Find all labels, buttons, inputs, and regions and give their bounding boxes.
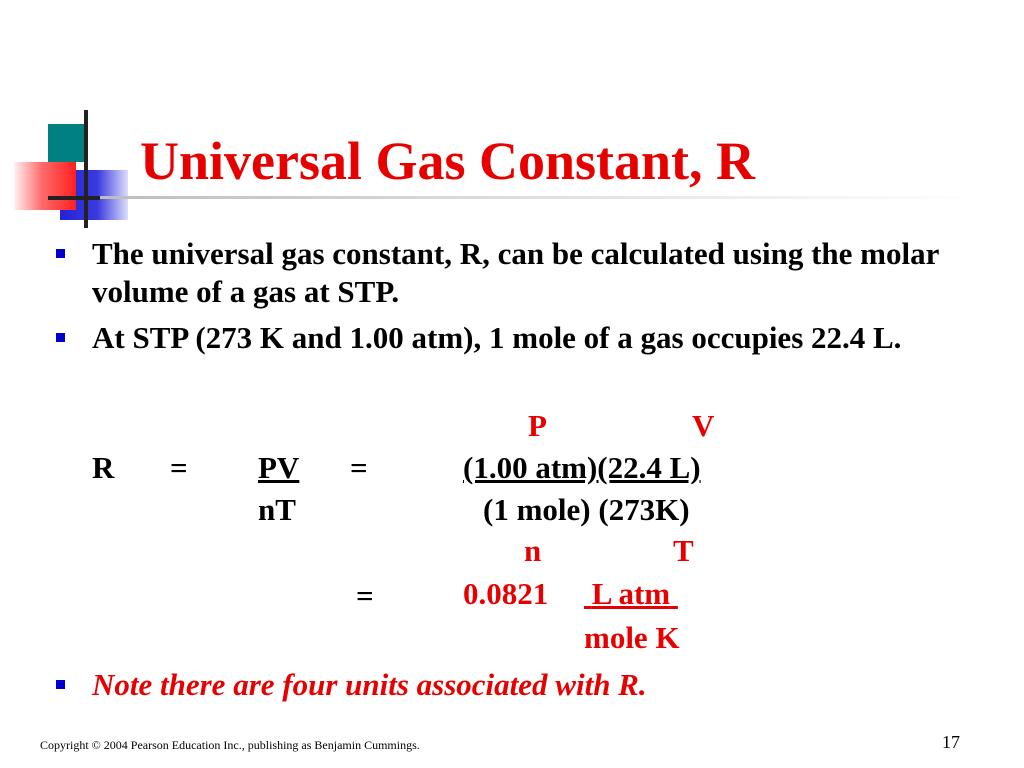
equation-r: R: [92, 450, 115, 485]
note-bullet: [56, 666, 992, 704]
red-square: [14, 162, 76, 210]
page-number: 17: [942, 732, 960, 752]
label-t: T: [673, 533, 694, 568]
bullet-marker-icon: [56, 333, 65, 342]
equation-numerator: (1.00 atm)(22.4 L): [463, 450, 701, 485]
vertical-rule: [84, 110, 88, 228]
r-unit-numerator: [584, 576, 678, 612]
equals-sign: =: [170, 450, 188, 485]
note-text: Note there are four units associated with R.: [92, 667, 647, 702]
equals-sign: =: [356, 578, 374, 613]
horizontal-rule: [48, 196, 100, 200]
bullet-text: The universal gas constant, R, can be calculated using the molar volume of a gas at STP.: [92, 236, 939, 309]
bullet-item: [56, 235, 956, 311]
equals-sign: =: [350, 450, 368, 485]
r-unit-denominator: mole K: [584, 620, 680, 655]
bullet-marker-icon: [56, 249, 65, 258]
r-unit-numerator-text: L atm: [591, 576, 671, 611]
equation-nt: nT: [258, 492, 296, 527]
equation-pv: PV: [258, 450, 300, 485]
slide-title: Universal Gas Constant, R: [140, 131, 756, 191]
label-v: V: [692, 408, 715, 443]
label-p: P: [528, 408, 547, 443]
teal-square: [48, 124, 88, 162]
label-n: n: [524, 533, 542, 568]
bullet-text: At STP (273 K and 1.00 atm), 1 mole of a gas occupies 22.4 L.: [92, 320, 902, 355]
bullet-marker-icon: [56, 680, 65, 689]
bullet-item: [56, 319, 956, 357]
bullet-list: [56, 235, 956, 357]
r-value: 0.0821: [463, 576, 549, 611]
logo-squares-decoration: [0, 100, 150, 230]
equation-denominator: (1 mole) (273K): [483, 492, 690, 527]
title-underline-rule: [100, 196, 980, 199]
copyright-footer: Copyright © 2004 Pearson Education Inc., publishing as Benjamin Cummings.: [40, 738, 420, 752]
